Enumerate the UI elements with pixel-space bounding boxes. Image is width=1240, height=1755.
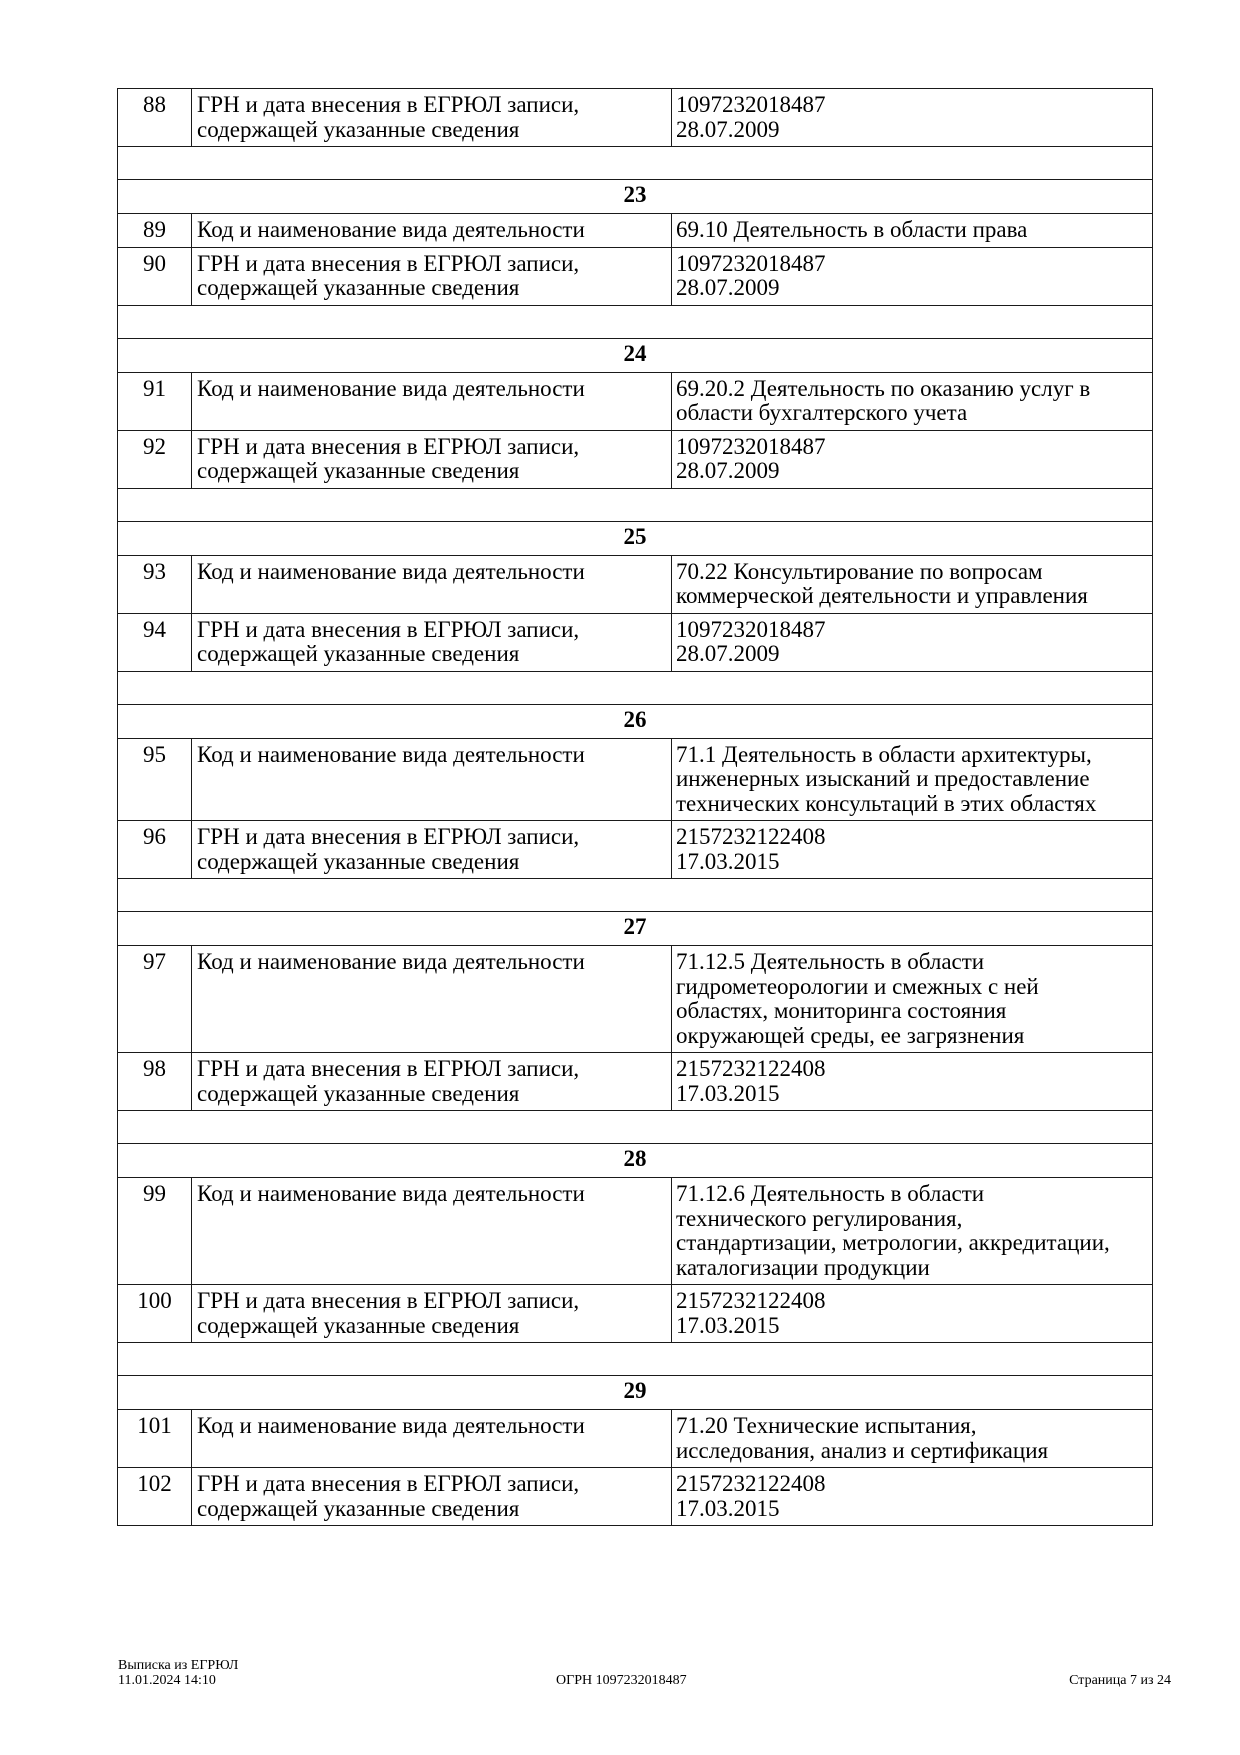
spacer-row xyxy=(118,1343,1153,1376)
section-number: 29 xyxy=(118,1376,1153,1410)
section-header-row xyxy=(118,1376,1153,1410)
field-value xyxy=(672,613,1153,671)
table-body xyxy=(118,89,1153,1526)
row-number: 96 xyxy=(118,821,192,879)
field-name-line: Код и наименование вида деятельности xyxy=(197,1181,585,1206)
field-value xyxy=(672,247,1153,305)
field-name xyxy=(192,555,672,613)
spacer-row xyxy=(118,1111,1153,1144)
field-value-line: гидрометеорологии и смежных с ней xyxy=(676,973,1039,999)
table-row xyxy=(118,821,1153,879)
field-value-line: 69.10 Деятельность в области права xyxy=(676,217,1028,242)
section-header-row xyxy=(118,1144,1153,1178)
egrul-extract-table xyxy=(117,88,1153,1526)
field-name-line: ГРН и дата внесения в ЕГРЮЛ записи, xyxy=(197,1288,580,1313)
row-number: 89 xyxy=(118,214,192,248)
field-value-line: 2157232122408 xyxy=(676,1288,826,1313)
table-row xyxy=(118,247,1153,305)
field-name xyxy=(192,821,672,879)
field-value-line: 17.03.2015 xyxy=(676,1080,780,1106)
field-value-line: 28.07.2009 xyxy=(676,116,780,142)
field-value-line: 2157232122408 xyxy=(676,824,826,849)
footer-timestamp: 11.01.2024 14:10 xyxy=(118,1673,216,1688)
spacer-row xyxy=(118,879,1153,912)
spacer-row xyxy=(118,147,1153,180)
field-name-line: ГРН и дата внесения в ЕГРЮЛ записи, xyxy=(197,824,580,849)
field-name-line: ГРН и дата внесения в ЕГРЮЛ записи, xyxy=(197,92,580,117)
row-number: 88 xyxy=(118,89,192,147)
field-value-line: 1097232018487 xyxy=(676,250,826,276)
row-number: 92 xyxy=(118,430,192,488)
table-row xyxy=(118,430,1153,488)
field-name-line: Код и наименование вида деятельности xyxy=(197,1413,585,1438)
spacer-row xyxy=(118,488,1153,521)
field-value xyxy=(672,1053,1153,1111)
table-row xyxy=(118,946,1153,1053)
field-value-line: 69.20.2 Деятельность по оказанию услуг в xyxy=(676,375,1091,401)
field-value-line: каталогизации продукции xyxy=(676,1254,930,1280)
field-value-line: 17.03.2015 xyxy=(676,1495,780,1521)
field-name-line: содержащей указанные сведения xyxy=(197,275,520,300)
table-row xyxy=(118,1285,1153,1343)
field-value-line: 1097232018487 xyxy=(676,92,826,117)
row-number: 98 xyxy=(118,1053,192,1111)
row-number: 101 xyxy=(118,1410,192,1468)
row-number: 91 xyxy=(118,372,192,430)
field-value-line: 2157232122408 xyxy=(676,1471,826,1496)
field-value-line: 1097232018487 xyxy=(676,433,826,459)
field-name xyxy=(192,1178,672,1285)
field-name-line: содержащей указанные сведения xyxy=(197,641,520,666)
field-value-line: 28.07.2009 xyxy=(676,275,780,300)
field-value xyxy=(672,89,1153,147)
field-name xyxy=(192,1468,672,1526)
spacer-cell xyxy=(118,305,1153,338)
field-name-line: содержащей указанные сведения xyxy=(197,458,520,483)
field-value-line: 71.12.5 Деятельность в области xyxy=(676,949,985,974)
row-number: 100 xyxy=(118,1285,192,1343)
table-row xyxy=(118,372,1153,430)
section-header-row xyxy=(118,912,1153,946)
field-name xyxy=(192,738,672,821)
table-row xyxy=(118,613,1153,671)
spacer-cell xyxy=(118,488,1153,521)
field-name-line: содержащей указанные сведения xyxy=(197,1080,520,1106)
table-row xyxy=(118,738,1153,821)
field-value xyxy=(672,214,1153,248)
section-header-row xyxy=(118,180,1153,214)
field-name xyxy=(192,946,672,1053)
field-name-line: содержащей указанные сведения xyxy=(197,116,520,142)
row-number: 93 xyxy=(118,555,192,613)
field-name-line: ГРН и дата внесения в ЕГРЮЛ записи, xyxy=(197,616,580,642)
field-name-line: содержащей указанные сведения xyxy=(197,1495,520,1521)
field-name xyxy=(192,613,672,671)
row-number: 99 xyxy=(118,1178,192,1285)
field-value xyxy=(672,372,1153,430)
row-number: 97 xyxy=(118,946,192,1053)
section-header-row xyxy=(118,338,1153,372)
footer-page-number: Страница 7 из 24 xyxy=(1069,1673,1171,1688)
row-number: 94 xyxy=(118,613,192,671)
section-header-row xyxy=(118,521,1153,555)
table-row xyxy=(118,1178,1153,1285)
footer-doc-title: Выписка из ЕГРЮЛ xyxy=(118,1658,239,1673)
field-value-line: стандартизации, метрологии, аккредитации, xyxy=(676,1230,1110,1255)
field-value xyxy=(672,1468,1153,1526)
field-name xyxy=(192,372,672,430)
footer-left xyxy=(118,1658,238,1688)
field-value xyxy=(672,430,1153,488)
field-value xyxy=(672,821,1153,879)
field-value-line: 71.1 Деятельность в области архитектуры, xyxy=(676,741,1092,767)
field-value-line: исследования, анализ и сертификация xyxy=(676,1437,1049,1463)
section-header-row xyxy=(118,704,1153,738)
field-value xyxy=(672,1410,1153,1468)
field-value-line: 17.03.2015 xyxy=(676,848,780,874)
table-row xyxy=(118,214,1153,248)
field-value xyxy=(672,738,1153,821)
field-name xyxy=(192,430,672,488)
table-row xyxy=(118,555,1153,613)
field-name xyxy=(192,1285,672,1343)
field-name-line: Код и наименование вида деятельности xyxy=(197,375,585,401)
field-value-line: области бухгалтерского учета xyxy=(676,400,968,425)
field-name xyxy=(192,1410,672,1468)
row-number: 95 xyxy=(118,738,192,821)
field-name-line: содержащей указанные сведения xyxy=(197,848,520,874)
row-number: 102 xyxy=(118,1468,192,1526)
section-number: 23 xyxy=(118,180,1153,214)
field-name xyxy=(192,247,672,305)
spacer-cell xyxy=(118,1111,1153,1144)
spacer-cell xyxy=(118,879,1153,912)
spacer-cell xyxy=(118,147,1153,180)
field-value-line: 71.12.6 Деятельность в области xyxy=(676,1181,985,1206)
field-value-line: инженерных изысканий и предоставление xyxy=(676,766,1090,791)
section-number: 26 xyxy=(118,704,1153,738)
field-name-line: содержащей указанные сведения xyxy=(197,1312,520,1338)
field-value-line: технических консультаций в этих областях xyxy=(676,790,1097,816)
table-row xyxy=(118,89,1153,147)
field-value-line: 28.07.2009 xyxy=(676,458,780,483)
field-value-line: 28.07.2009 xyxy=(676,641,780,666)
section-number: 27 xyxy=(118,912,1153,946)
field-name-line: Код и наименование вида деятельности xyxy=(197,217,585,242)
field-value-line: окружающей среды, ее загрязнения xyxy=(676,1022,1025,1048)
section-number: 28 xyxy=(118,1144,1153,1178)
field-value-line: 2157232122408 xyxy=(676,1056,826,1081)
field-name xyxy=(192,1053,672,1111)
section-number: 24 xyxy=(118,338,1153,372)
table-row xyxy=(118,1053,1153,1111)
field-value-line: 17.03.2015 xyxy=(676,1312,780,1338)
field-name-line: Код и наименование вида деятельности xyxy=(197,558,585,584)
section-number: 25 xyxy=(118,521,1153,555)
field-value-line: 71.20 Технические испытания, xyxy=(676,1413,977,1438)
field-value xyxy=(672,946,1153,1053)
footer-ogrn: ОГРН 1097232018487 xyxy=(556,1673,687,1688)
table-row xyxy=(118,1410,1153,1468)
field-name-line: Код и наименование вида деятельности xyxy=(197,949,585,974)
field-name-line: Код и наименование вида деятельности xyxy=(197,741,585,767)
field-value-line: коммерческой деятельности и управления xyxy=(676,583,1088,608)
spacer-row xyxy=(118,671,1153,704)
field-name xyxy=(192,89,672,147)
field-name-line: ГРН и дата внесения в ЕГРЮЛ записи, xyxy=(197,250,580,276)
spacer-cell xyxy=(118,671,1153,704)
field-name-line: ГРН и дата внесения в ЕГРЮЛ записи, xyxy=(197,1056,580,1081)
field-value-line: 1097232018487 xyxy=(676,616,826,642)
table-row xyxy=(118,1468,1153,1526)
field-value xyxy=(672,1178,1153,1285)
field-value-line: областях, мониторинга состояния xyxy=(676,998,1007,1023)
field-value-line: 70.22 Консультирование по вопросам xyxy=(676,558,1043,584)
field-value xyxy=(672,1285,1153,1343)
row-number: 90 xyxy=(118,247,192,305)
field-name xyxy=(192,214,672,248)
spacer-cell xyxy=(118,1343,1153,1376)
field-name-line: ГРН и дата внесения в ЕГРЮЛ записи, xyxy=(197,433,580,459)
field-name-line: ГРН и дата внесения в ЕГРЮЛ записи, xyxy=(197,1471,580,1496)
spacer-row xyxy=(118,305,1153,338)
field-value-line: технического регулирования, xyxy=(676,1205,963,1231)
field-value xyxy=(672,555,1153,613)
